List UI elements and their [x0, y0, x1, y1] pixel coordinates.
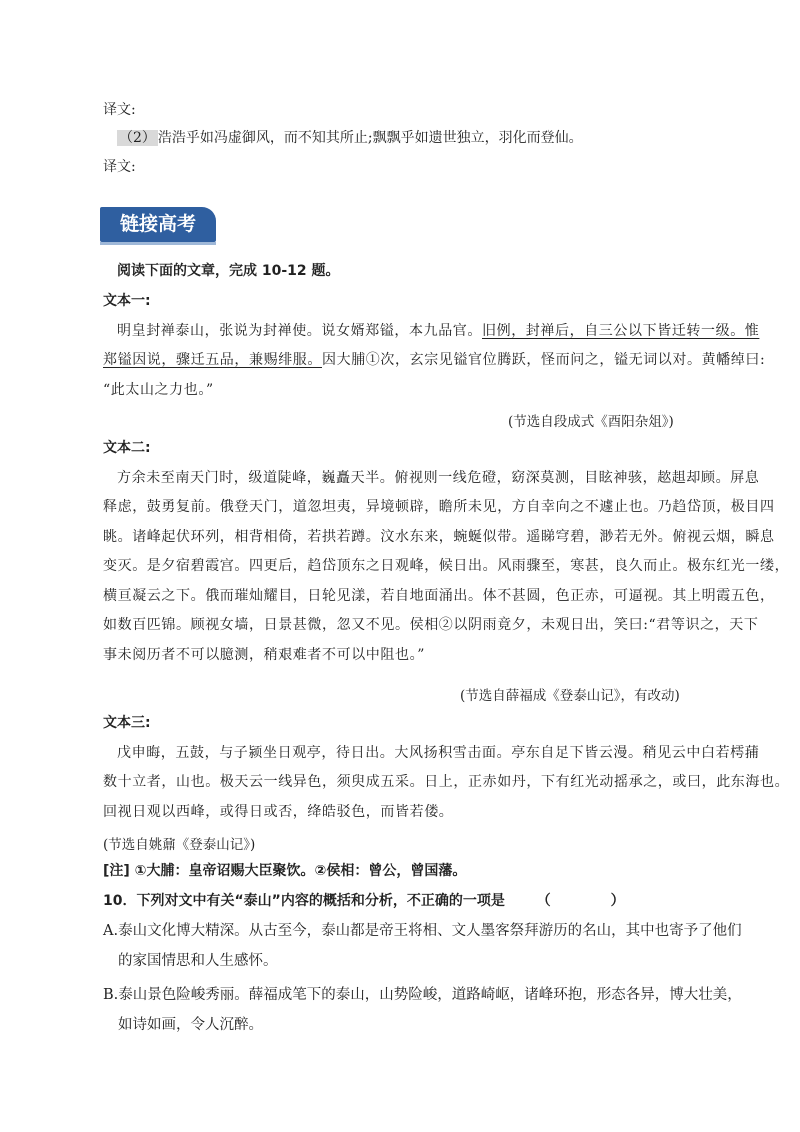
text2-line: 事未阅历者不可以臆测，稍艰难者不可以中阻也。”	[103, 647, 425, 663]
text3-line: 数十立者，山也。极天云一线异色，须臾成五采。日上，正赤如丹，下有红光动摇承之，或曰，此东海也。	[103, 774, 790, 790]
option-a-line-1: A.泰山文化博大精深。从古至今，泰山都是帝王将相、文人墨客祭拜游历的名山，其中也寄予了他们	[103, 923, 742, 939]
text1-underlined-segment: 郑镒因说，骤迁五品，兼赐绯服。	[103, 352, 322, 368]
text3-line: 回视日观以西峰，或得日或否，绛皓驳色，而皆若偻。	[103, 804, 454, 820]
text1-line-1	[117, 321, 759, 341]
translation-label: 译文:	[103, 159, 136, 175]
text1-underlined-segment: 旧例，封禅后，自三公以下皆迁转一级。惟	[482, 323, 760, 339]
item-number: （2）	[119, 130, 156, 146]
text1-heading: 文本一:	[103, 293, 151, 309]
section-banner: 链接高考	[100, 207, 216, 242]
text3-line: 戊申晦，五鼓，与子颍坐日观亭，待日出。大风扬积雪击面。亭东自足下皆云漫。稍见云中白若樗蒱	[117, 745, 760, 761]
text1-line-2	[103, 350, 765, 370]
text1-source: (节选自段成式《酉阳杂俎》)	[508, 414, 674, 430]
answer-paren-open: （	[536, 893, 551, 909]
reading-instruction: 阅读下面的文章，完成 10-12 题。	[117, 263, 340, 279]
text2-line: 释虑，鼓勇复前。俄登天门，道忽坦夷，异境顿辟，瞻所未见，方自幸向之不遽止也。乃趋岱顶，极目四	[103, 499, 775, 515]
text1-segment: 明皇封禅泰山，张说为封禅使。说女婿郑镒，本九品官。	[117, 323, 482, 339]
option-b-line-2: 如诗如画，令人沉醉。	[118, 1017, 263, 1033]
answer-paren-close: ）	[610, 893, 625, 909]
banner-underline	[100, 242, 216, 245]
text2-line: 眺。诸峰起伏环列，相背相倚，若拱若蹲。汶水东来，蜿蜒似带。遥睇穹碧，渺若无外。俯视云烟，瞬息	[103, 529, 775, 545]
translation-label: 译文:	[103, 102, 136, 118]
text3-source: (节选自姚鼐《登泰山记》)	[103, 837, 256, 853]
item-2-line	[117, 128, 583, 148]
text2-line: 横亘凝云之下。俄而璀灿耀目，日轮见漾，若自地面涌出。体不甚圆，色正赤，可逼视。其上明霞五色，	[103, 588, 775, 604]
option-a-line-2: 的家国情思和人生感怀。	[118, 953, 278, 969]
text1-line-3: “此太山之力也。”	[103, 382, 214, 398]
text2-line: 如数百匹锦。顾视女墙，日景甚微，忽又不见。侯相②以阴雨竟夕，未观日出，笑曰:“君等识之，天下	[103, 617, 759, 633]
text2-line: 变灭。是夕宿碧霞宫。四更后，趋岱顶东之日观峰，候日出。风雨骤至，寒甚，良久而止。极东红光一缕，	[103, 558, 790, 574]
item-2-text: 浩浩乎如冯虚御风，而不知其所止;飘飘乎如遗世独立，羽化而登仙。	[157, 130, 583, 146]
question-stem-text: 10．下列对文中有关“泰山”内容的概括和分析，不正确的一项是	[103, 893, 505, 909]
text1-segment: 因大脯①次，玄宗见镒官位腾跃，怪而问之，镒无词以对。黄幡绰曰:	[322, 352, 766, 368]
footnote: [注] ①大脯：皇帝诏赐大臣聚饮。②侯相：曾公，曾国藩。	[103, 863, 467, 879]
text3-heading: 文本三:	[103, 715, 151, 731]
question-10-stem	[103, 891, 625, 911]
text2-source: (节选自薛福成《登泰山记》，有改动)	[460, 688, 680, 704]
text2-line: 方余未至南天门时，级道陡峰，巍矗天半。俯视则一线危磴，窈深莫测，目眩神骇，趑趄却顾。屏息	[117, 470, 760, 486]
text2-heading: 文本二:	[103, 440, 151, 456]
option-b-line-1: B.泰山景色险峻秀丽。薛福成笔下的泰山，山势险峻，道路崎岖，诸峰环抱，形态各异，博大壮美，	[103, 987, 742, 1003]
